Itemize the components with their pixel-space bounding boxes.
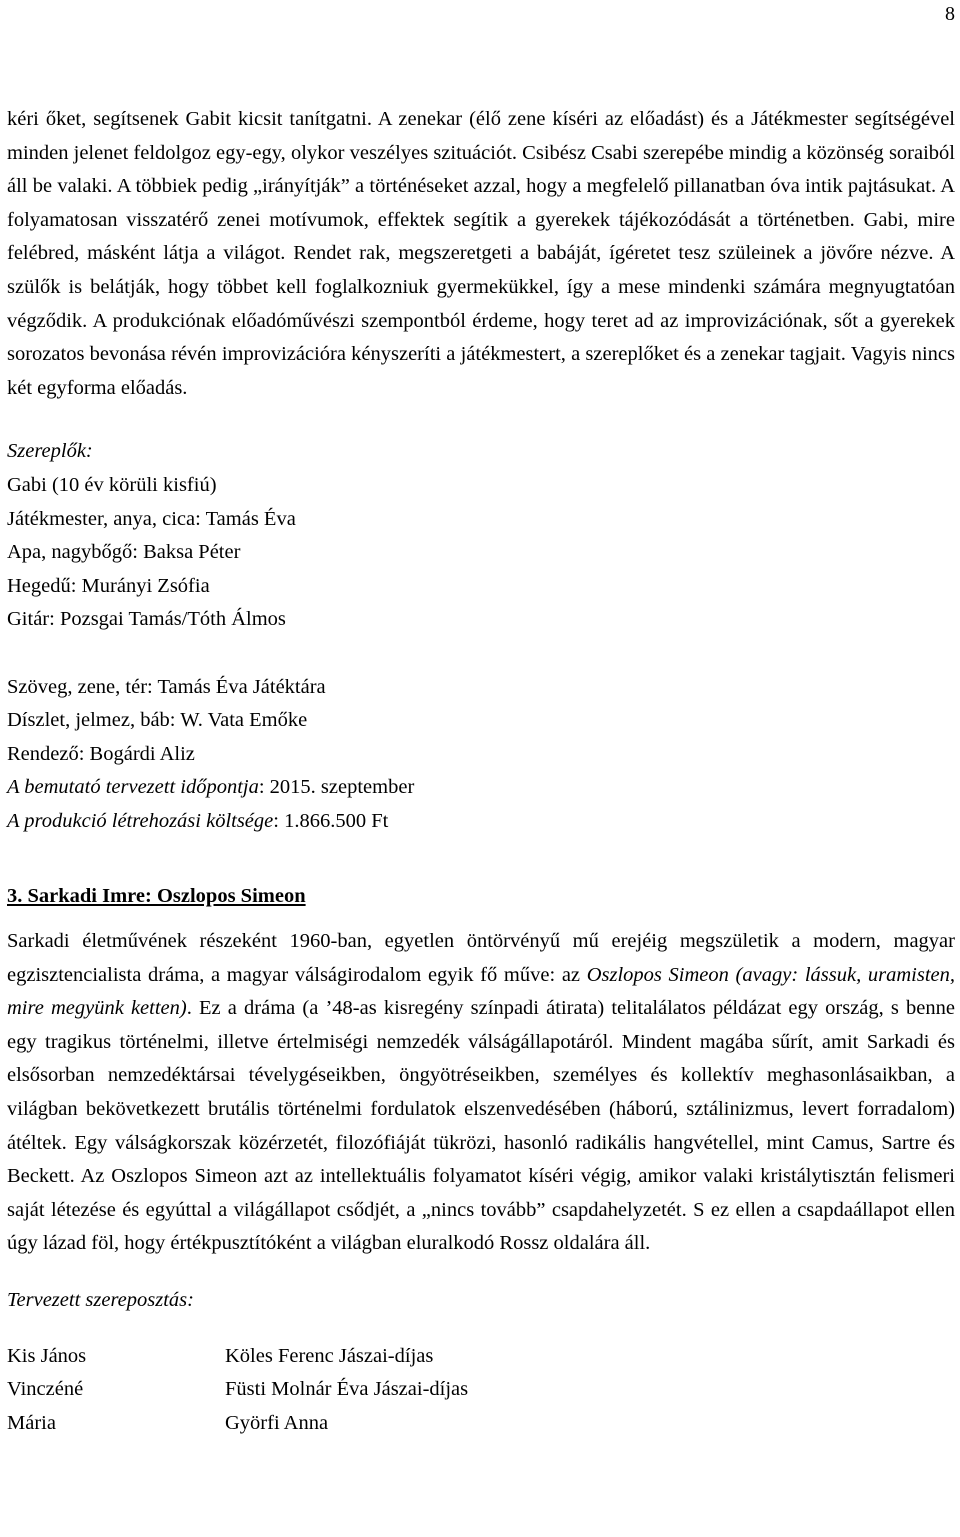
credit-item: Díszlet, jelmez, báb: W. Vata Emőke xyxy=(7,709,308,732)
premiere-label: A bemutató tervezett időpontja xyxy=(7,776,259,799)
spacer xyxy=(7,405,955,435)
cast-role: Vinczéné xyxy=(7,1378,84,1401)
credit-item: Szöveg, zene, tér: Tamás Éva Játéktára xyxy=(7,675,326,698)
cast-heading: Szereplők: xyxy=(7,440,93,463)
cast-actor: Györfi Anna xyxy=(225,1411,329,1434)
page-number: 8 xyxy=(945,3,955,25)
cast-item: Gabi (10 év körüli kisfiú) xyxy=(7,473,217,496)
cast-item: Hegedű: Murányi Zsófia xyxy=(7,574,210,597)
planned-cast-heading: Tervezett szereposztás: xyxy=(7,1289,194,1311)
production-cost xyxy=(7,805,955,839)
cast-item: Apa, nagybőgő: Baksa Péter xyxy=(7,541,241,564)
paragraph-text: Sarkadi életművének részeként 1960-ban, egyetlen öntörvényű mű erejéig megszületik a modern, magyar egzisztencialista dráma, a magyar válságirodalom egyik fő műve: az xyxy=(7,930,955,986)
document-body xyxy=(7,103,955,1440)
planned-cast-row xyxy=(7,1373,955,1407)
credits-list xyxy=(7,671,955,839)
spacer xyxy=(7,637,955,671)
cast-role: Kis János xyxy=(7,1344,87,1367)
spacer xyxy=(7,914,955,925)
premiere-value: : 2015. szeptember xyxy=(258,776,415,799)
cost-value: : 1.866.500 Ft xyxy=(273,809,389,832)
play-title: Oszlopos Simeon (avagy: lássuk, uramisten, mire megyünk ketten) xyxy=(7,963,955,1020)
planned-cast-row xyxy=(7,1407,955,1441)
paragraph-text: . Ez a dráma (a ’48-as kisregény színpadi átirata) telitalálatos példázat egy ország, s benne egy tragikus történelmi, illetve értelmiségi nemzedék válságállapotáról. Mindent magába sűrít, amit Sarkadi és elsősorban nemzedéktársai tévelygéseikben, öngyötréseikben, személyes és kollektív meghasonlásaikban, a világban bekövetkezett brutális történelmi fordulatok elszenvedésében (háború, sztálinizmus, levert forradalom) átéltek. Egy válságkorszak közérzetét, filozófiáját tükrözi, hasonló radikális hangvétellel, mint Camus, Sartre és Beckett. Az Oszlopos Simeon azt az intellektuális folyamatot kíséri végig, amikor valaki kristálytisztán felismeri saját létezése és egyúttal a világállapot csődjét, a „nincs tovább” csapdahelyzetét. S ez ellen a csapdaállapot ellen úgy lázad föl, hogy értékpusztítóként a világban eluralkodó Rossz oldalára áll. xyxy=(7,997,956,1255)
cast-item: Játékmester, anya, cica: Tamás Éva xyxy=(7,507,296,530)
cost-label: A produkció létrehozási költsége xyxy=(7,809,274,832)
planned-cast-table xyxy=(7,1340,955,1441)
section-paragraph xyxy=(7,925,955,1261)
cast-actor: Füsti Molnár Éva Jászai-díjas xyxy=(225,1378,469,1401)
premiere-date xyxy=(7,771,955,805)
credit-item: Rendező: Bogárdi Aliz xyxy=(7,742,195,765)
section-heading: 3. Sarkadi Imre: Oszlopos Simeon xyxy=(7,885,306,908)
spacer xyxy=(7,1318,955,1340)
intro-paragraph: kéri őket, segítsenek Gabit kicsit tanítgatni. A zenekar (élő zene kíséri az előadást) és a Játékmester segítségével minden jelenet feldolgoz egy-egy, olykor veszélyes szituációt. Csibész Csabi szerepébe mindig a közönség soraiból áll be valaki. A többiek pedig „irányítják” a történéseket azzal, hogy a megfelelő pillanatban óva intik pajtásukat. A folyamatosan visszatérő zenei motívumok, effektek segítik a gyerekek tájékozódását a történetben. Gabi, mire felébred, másként látja a világot. Rendet rak, megszeretgeti a babáját, ígéretet tesz szüleinek a jövőre nézve. A szülők is belátják, hogy többet kell foglalkozniuk gyermekükkel, így a mese mindenki számára megnyugtatóan végződik. A produkciónak előadóművészi szempontból érdeme, hogy teret ad az improvizációnak, sőt a gyerekek sorozatos bevonása révén improvizációra kényszeríti a játékmestert, a szereplőket és a zenekar tagjait. Vagyis nincs két egyforma előadás. xyxy=(7,108,955,399)
cast-list xyxy=(7,469,955,637)
cast-actor: Köles Ferenc Jászai-díjas xyxy=(225,1344,434,1367)
planned-cast-row xyxy=(7,1340,955,1374)
cast-item: Gitár: Pozsgai Tamás/Tóth Álmos xyxy=(7,608,286,631)
spacer xyxy=(7,838,955,880)
spacer xyxy=(7,1261,955,1284)
cast-role: Mária xyxy=(7,1411,56,1434)
